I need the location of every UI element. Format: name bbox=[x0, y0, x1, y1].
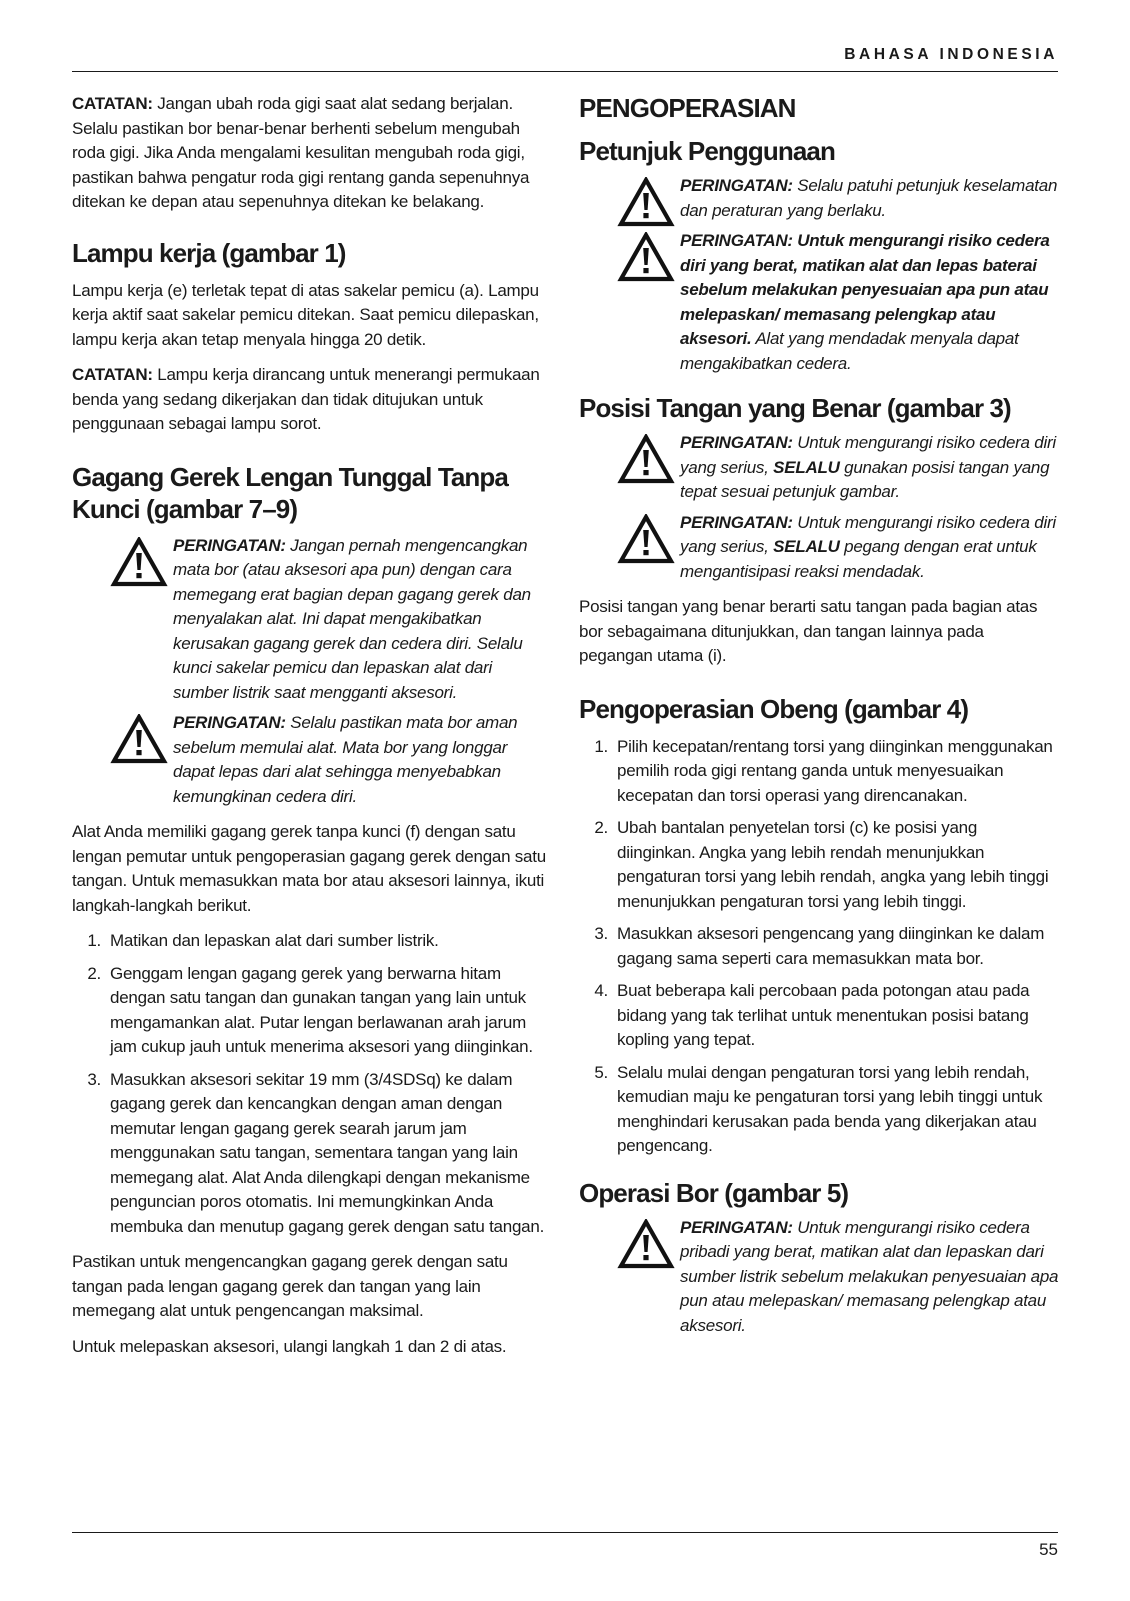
instructions-warning-1-label: PERINGATAN: bbox=[680, 176, 793, 195]
hand-warning-1-strong: SELALU bbox=[773, 457, 840, 477]
warning-icon bbox=[617, 1219, 675, 1269]
hand-heading: Posisi Tangan yang Benar (gambar 3) bbox=[579, 393, 1011, 423]
footer-rule bbox=[72, 1532, 1058, 1533]
chuck-warning-1 bbox=[72, 534, 546, 706]
chuck-steps-list bbox=[72, 929, 546, 1239]
screwdriver-heading: Pengoperasian Obeng (gambar 4) bbox=[579, 693, 969, 724]
instructions-warning-2-text: Alat yang mendadak menyala dapat mengakibatkan cedera. bbox=[680, 329, 1019, 373]
hand-warning-1-label: PERINGATAN: bbox=[680, 433, 793, 452]
warning-icon bbox=[617, 514, 675, 564]
list-item-number: 2. bbox=[594, 818, 608, 837]
list-item-number: 4. bbox=[594, 981, 608, 1000]
list-item-number: 5. bbox=[594, 1062, 608, 1082]
warning-icon bbox=[617, 232, 675, 282]
hand-warning-2-strong: SELALU bbox=[773, 537, 840, 556]
left-column bbox=[72, 92, 546, 1370]
list-item-number: 1. bbox=[87, 931, 101, 950]
list-item-number: 3. bbox=[87, 1069, 101, 1089]
chuck-paragraph-2: Pastikan untuk mengencangkan gagang gerek dengan satu tangan pada lengan gagang gerek dan tangan yang lain memegang alat untuk pengencangan maksimal. bbox=[72, 1252, 508, 1320]
instructions-warning-1 bbox=[579, 174, 1059, 223]
list-item-text: Genggam lengan gagang gerek yang berwarna hitam dengan satu tangan dan gunakan tangan yang lain untuk mengamankan alat. Putar lengan berlawanan arah jarum jam cukup jauh untuk menerima aksesori yang diinginkan. bbox=[110, 963, 533, 1056]
list-item-text: Matikan dan lepaskan alat dari sumber listrik. bbox=[110, 931, 439, 950]
note-label: CATATAN: bbox=[72, 94, 153, 113]
note-paragraph bbox=[72, 92, 546, 215]
hand-warning-1 bbox=[579, 431, 1059, 505]
right-column bbox=[579, 92, 1059, 1344]
hand-warning-1-post: gunakan posisi tangan yang tepat sesuai petunjuk gambar. bbox=[680, 457, 1050, 501]
drill-warning bbox=[579, 1216, 1059, 1339]
hand-warning-2-post: pegang dengan erat untuk mengantisipasi reaksi mendadak. bbox=[680, 537, 1037, 581]
section-title: PENGOPERASIAN bbox=[579, 93, 796, 123]
hand-warning-1-pre: Untuk mengurangi risiko cedera diri yang serius, bbox=[680, 433, 1056, 477]
warning-icon bbox=[110, 537, 168, 587]
page-number: 55 bbox=[1039, 1540, 1058, 1559]
list-item bbox=[579, 816, 1059, 914]
chuck-warning-2 bbox=[72, 711, 546, 809]
list-item-text: Pilih kecepatan/rentang torsi yang diinginkan menggunakan pemilih roda gigi rentang ganda untuk menyesuaikan kecepatan dan torsi operasi yang direncanakan. bbox=[617, 736, 1053, 805]
screwdriver-steps-list bbox=[579, 735, 1059, 1159]
instructions-heading: Petunjuk Penggunaan bbox=[579, 136, 835, 166]
worklight-heading: Lampu kerja (gambar 1) bbox=[72, 237, 346, 268]
chuck-paragraph-1: Alat Anda memiliki gagang gerek tanpa kunci (f) dengan satu lengan pemutar untuk pengoperasian gagang gerek dengan satu tangan. Untuk memasukkan mata bor atau aksesori lainnya, ikuti langkah-langkah berikut. bbox=[72, 822, 546, 915]
hand-warning-2 bbox=[579, 511, 1059, 585]
list-item bbox=[72, 962, 546, 1060]
chuck-warning-2-text: Selalu pastikan mata bor aman sebelum memulai alat. Mata bor yang longgar dapat lepas dari alat sehingga menyebabkan kemungkinan cedera diri. bbox=[173, 713, 518, 806]
hand-paragraph: Posisi tangan yang benar berarti satu tangan pada bagian atas bor sebagaimana ditunjukkan, dan tangan lainnya pada pegangan utama (i). bbox=[579, 597, 1038, 665]
warning-icon bbox=[617, 434, 675, 484]
hand-warning-2-pre: Untuk mengurangi risiko cedera diri yang serius, bbox=[680, 512, 1056, 556]
list-item-text: Ubah bantalan penyetelan torsi (c) ke posisi yang diinginkan. Angka yang lebih rendah menunjukkan pengaturan torsi yang lebih rendah, angka yang lebih tinggi menunjukkan pengaturan torsi yang lebih tinggi. bbox=[617, 818, 1049, 911]
instructions-warning-2 bbox=[579, 229, 1059, 376]
list-item-text: Selalu mulai dengan pengaturan torsi yang lebih rendah, kemudian maju ke pengaturan torsi yang lebih tinggi untuk menghindari kerusakan pada benda yang dikerjakan atau pengencang. bbox=[617, 1062, 1043, 1155]
list-item bbox=[579, 922, 1059, 971]
list-item bbox=[579, 1061, 1059, 1159]
chuck-warning-1-label: PERINGATAN: bbox=[173, 535, 286, 555]
worklight-note-label: CATATAN: bbox=[72, 365, 153, 384]
list-item-number: 1. bbox=[594, 736, 608, 756]
list-item-number: 2. bbox=[87, 963, 101, 983]
chuck-paragraph-3: Untuk melepaskan aksesori, ulangi langkah 1 dan 2 di atas. bbox=[72, 1336, 507, 1356]
warning-icon bbox=[110, 714, 168, 764]
worklight-note bbox=[72, 363, 546, 437]
chuck-warning-2-label: PERINGATAN: bbox=[173, 713, 286, 732]
list-item-text: Buat beberapa kali percobaan pada potongan atau pada bidang yang tak terlihat untuk menentukan posisi batang kopling yang tepat. bbox=[617, 981, 1030, 1049]
list-item-number: 3. bbox=[594, 924, 608, 943]
note-text: Jangan ubah roda gigi saat alat sedang berjalan. Selalu pastikan bor benar-benar berhenti sebelum mengubah roda gigi. Jika Anda mengalami kesulitan mengubah roda gigi, pastikan bahwa pengatur roda gigi rentang ganda sepenuhnya ditekan ke depan atau sepenuhnya ditekan ke belakang. bbox=[72, 94, 530, 211]
list-item bbox=[72, 1068, 546, 1240]
drill-warning-label: PERINGATAN: bbox=[680, 1217, 793, 1237]
chuck-warning-1-text: Jangan pernah mengencangkan mata bor (atau aksesori apa pun) dengan cara memegang erat bagian depan gagang gerek dan menyalakan alat. Ini dapat mengakibatkan kerusakan gagang gerek dan cedera diri. Selalu kunci sakelar pemicu dan lepaskan alat dari sumber listrik saat mengganti aksesori. bbox=[173, 535, 531, 702]
drill-warning-text: Untuk mengurangi risiko cedera pribadi yang berat, matikan alat dan lepaskan dari sumber listrik sebelum melakukan penyesuaian apa pun atau melepaskan/ memasang pelengkap atau aksesori. bbox=[680, 1217, 1059, 1335]
list-item-text: Masukkan aksesori pengencang yang diinginkan ke dalam gagang sama seperti cara memasukkan mata bor. bbox=[617, 924, 1045, 968]
list-item bbox=[579, 979, 1059, 1053]
drill-heading: Operasi Bor (gambar 5) bbox=[579, 1177, 849, 1208]
worklight-paragraph: Lampu kerja (e) terletak tepat di atas sakelar pemicu (a). Lampu kerja aktif saat sakelar pemicu ditekan. Saat pemicu dilepaskan, lampu kerja akan tetap menyala hingga 20 detik. bbox=[72, 280, 539, 349]
header-language: BAHASA INDONESIA bbox=[844, 46, 1058, 63]
instructions-warning-1-text: Selalu patuhi petunjuk keselamatan dan peraturan yang berlaku. bbox=[680, 176, 1058, 220]
header-rule bbox=[72, 71, 1058, 72]
list-item-text: Masukkan aksesori sekitar 19 mm (3/4SDSq) ke dalam gagang gerek dan kencangkan dengan aman dengan memutar lengan gagang gerek searah jarum jam menggunakan satu tangan, sementara tangan yang lain memegang alat. Alat Anda dilengkapi dengan mekanisme penguncian poros otomatis. Ini memungkinkan Anda membuka dan menutup gagang gerek dengan satu tangan. bbox=[110, 1069, 545, 1236]
list-item bbox=[579, 735, 1059, 809]
list-item bbox=[72, 929, 546, 954]
worklight-note-text: Lampu kerja dirancang untuk menerangi permukaan benda yang sedang dikerjakan dan tidak ditujukan untuk penggunaan sebagai lampu sorot. bbox=[72, 365, 540, 433]
chuck-heading: Gagang Gerek Lengan Tunggal Tanpa Kunci (gambar 7–9) bbox=[72, 461, 508, 524]
hand-warning-2-label: PERINGATAN: bbox=[680, 512, 793, 532]
instructions-warning-2-bold: PERINGATAN: Untuk mengurangi risiko cedera diri yang berat, matikan alat dan lepas baterai sebelum melakukan penyesuaian apa pun atau melepaskan/ memasang pelengkap atau aksesori. bbox=[680, 231, 1050, 348]
warning-icon bbox=[617, 177, 675, 227]
